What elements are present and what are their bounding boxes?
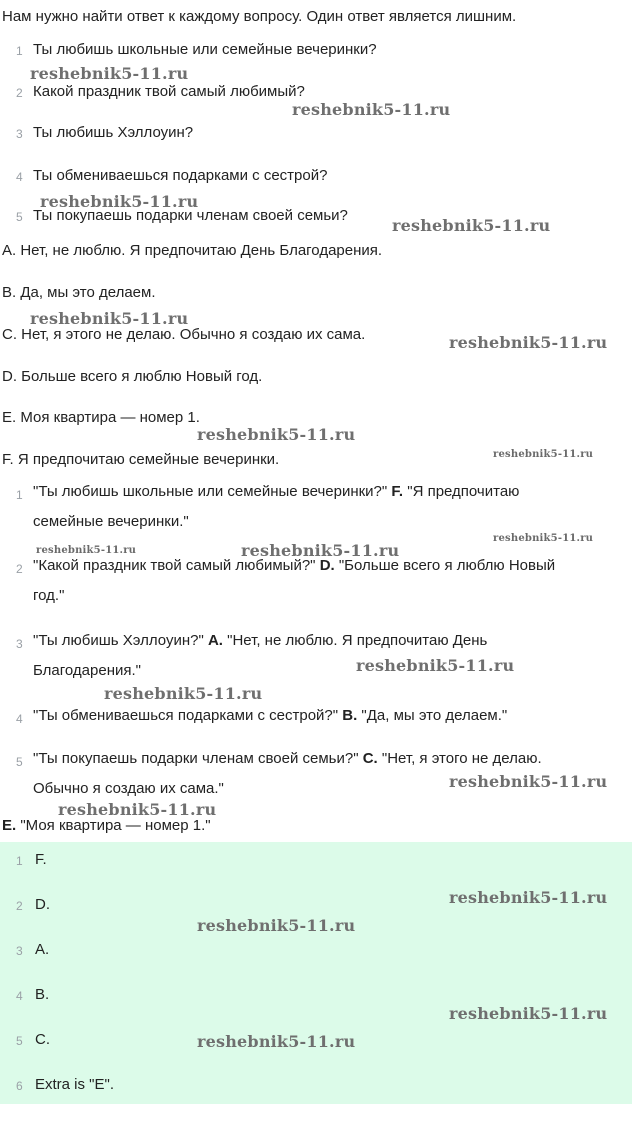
match-answer: "Больше всего я люблю Новый xyxy=(334,557,556,574)
answer-number: 2 xyxy=(16,899,23,913)
match-item xyxy=(33,551,555,611)
match-item xyxy=(33,701,507,731)
match-answer-cont: год." xyxy=(33,587,65,604)
option-e: E. Моя квартира — номер 1. xyxy=(2,409,200,426)
question-number: 1 xyxy=(16,44,23,58)
match-letter: F. xyxy=(391,483,404,500)
question-number: 5 xyxy=(16,210,23,224)
match-item xyxy=(33,477,519,537)
watermark: reshebnik5-11.ru xyxy=(449,333,608,352)
match-letter: B. xyxy=(342,707,358,724)
watermark: reshebnik5-11.ru xyxy=(104,684,263,703)
match-question: "Ты покупаешь подарки членам своей семьи?" xyxy=(33,750,363,767)
match-letter: A. xyxy=(207,632,223,649)
watermark: reshebnik5-11.ru xyxy=(197,425,356,444)
answer-item: F. xyxy=(35,851,47,868)
answer-item: D. xyxy=(35,896,50,913)
answer-number: 5 xyxy=(16,1034,23,1048)
instruction-text: Нам нужно найти ответ к каждому вопросу. Один ответ является лишним. xyxy=(2,8,517,25)
match-letter: D. xyxy=(319,557,335,574)
match-question: "Ты любишь Хэллоуин?" xyxy=(33,632,208,649)
watermark: reshebnik5-11.ru xyxy=(40,192,199,211)
match-question: "Ты обмениваешься подарками с сестрой?" xyxy=(33,707,343,724)
watermark: reshebnik5-11.ru xyxy=(449,772,608,791)
match-answer: "Нет, я этого не делаю. xyxy=(377,750,542,767)
match-question: "Какой праздник твой самый любимый?" xyxy=(33,557,320,574)
question-item: Ты покупаешь подарки членам своей семьи? xyxy=(33,207,348,224)
match-answer: "Я предпочитаю xyxy=(403,483,520,500)
option-d: D. Больше всего я люблю Новый год. xyxy=(2,368,263,385)
watermark: reshebnik5-11.ru xyxy=(449,1004,608,1023)
match-number: 5 xyxy=(16,755,23,769)
answer-item: B. xyxy=(35,986,50,1003)
match-answer: "Да, мы это делаем." xyxy=(357,707,508,724)
match-letter: C. xyxy=(362,750,378,767)
option-f: F. Я предпочитаю семейные вечеринки. xyxy=(2,451,280,468)
watermark: reshebnik5-11.ru xyxy=(356,656,515,675)
extra-letter: E. xyxy=(2,817,17,834)
match-answer-cont: Благодарения." xyxy=(33,662,141,679)
match-answer: "Нет, не люблю. Я предпочитаю День xyxy=(222,632,488,649)
answer-number: 1 xyxy=(16,854,23,868)
watermark: reshebnik5-11.ru xyxy=(392,216,551,235)
answer-block xyxy=(0,842,632,1104)
match-number: 3 xyxy=(16,637,23,651)
answer-number: 4 xyxy=(16,989,23,1003)
question-item: Ты любишь Хэллоуин? xyxy=(33,124,194,141)
match-number: 4 xyxy=(16,712,23,726)
watermark: reshebnik5-11.ru xyxy=(292,100,451,119)
match-number: 2 xyxy=(16,562,23,576)
match-answer-cont: Обычно я создаю их сама." xyxy=(33,780,224,797)
question-number: 2 xyxy=(16,86,23,100)
option-c: C. Нет, я этого не делаю. Обычно я создаю их сама. xyxy=(2,326,366,343)
watermark: reshebnik5-11.ru xyxy=(30,309,189,328)
extra-match xyxy=(2,817,211,834)
answer-item: C. xyxy=(35,1031,50,1048)
answer-item: A. xyxy=(35,941,50,958)
answer-number: 3 xyxy=(16,944,23,958)
watermark: reshebnik5-11.ru xyxy=(197,916,356,935)
question-item: Ты обмениваешься подарками с сестрой? xyxy=(33,167,328,184)
match-question: "Ты любишь школьные или семейные вечеринки?" xyxy=(33,483,392,500)
match-number: 1 xyxy=(16,488,23,502)
question-item: Ты любишь школьные или семейные вечеринки? xyxy=(33,41,377,58)
watermark: reshebnik5-11.ru xyxy=(493,533,594,544)
watermark: reshebnik5-11.ru xyxy=(493,449,594,460)
watermark: reshebnik5-11.ru xyxy=(449,888,608,907)
extra-text: "Моя квартира — номер 1." xyxy=(16,817,211,834)
answer-number: 6 xyxy=(16,1079,23,1093)
option-b: B. Да, мы это делаем. xyxy=(2,284,156,301)
question-number: 4 xyxy=(16,170,23,184)
answer-item: Extra is "E". xyxy=(35,1076,114,1093)
watermark: reshebnik5-11.ru xyxy=(241,541,400,560)
question-item: Какой праздник твой самый любимый? xyxy=(33,83,305,100)
watermark: reshebnik5-11.ru xyxy=(58,800,217,819)
option-a: A. Нет, не люблю. Я предпочитаю День Благодарения. xyxy=(2,242,383,259)
watermark: reshebnik5-11.ru xyxy=(36,545,137,556)
question-number: 3 xyxy=(16,127,23,141)
watermark: reshebnik5-11.ru xyxy=(197,1032,356,1051)
match-answer-cont: семейные вечеринки." xyxy=(33,513,189,530)
watermark: reshebnik5-11.ru xyxy=(30,64,189,83)
